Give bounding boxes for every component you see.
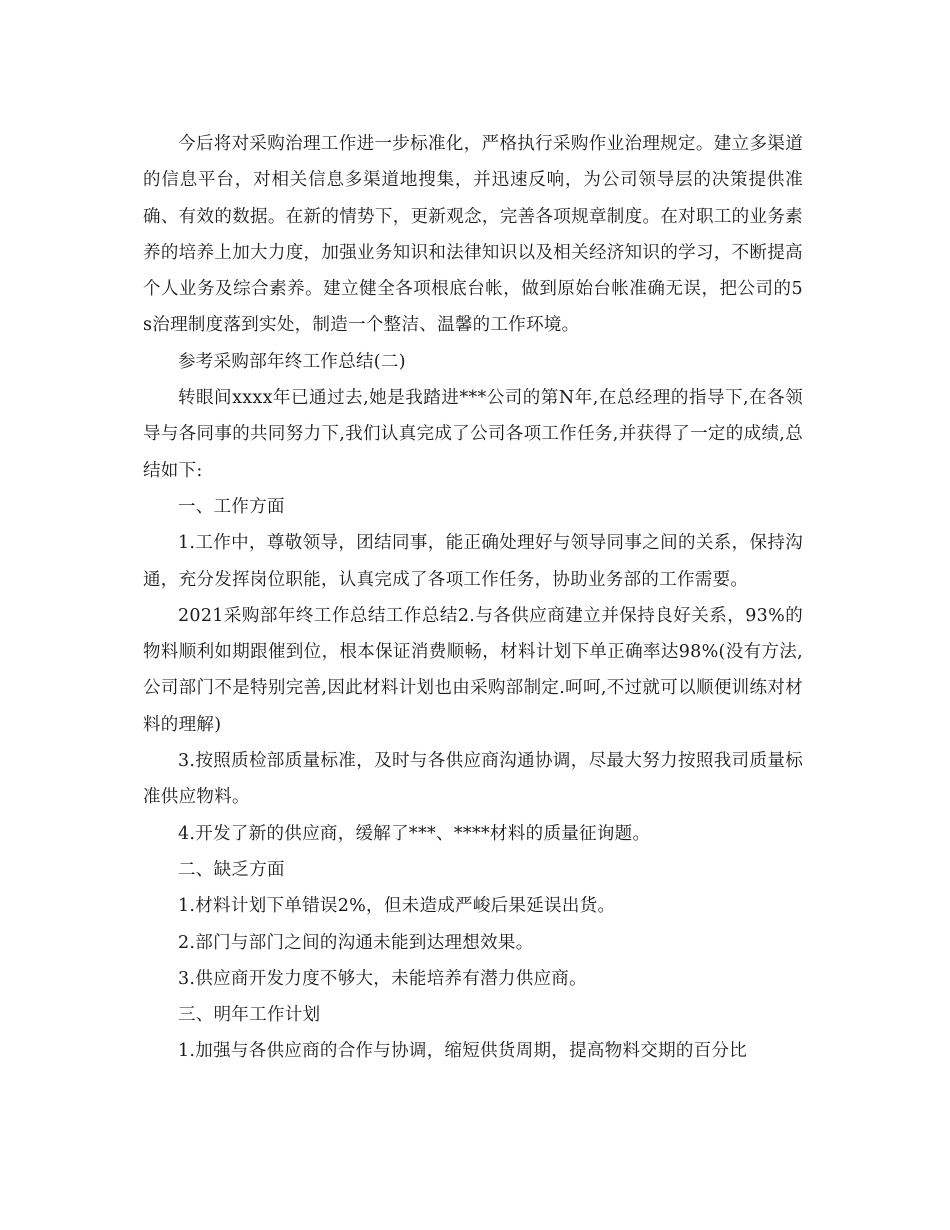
paragraph-standardization-plan: 今后将对采购治理工作进一步标准化，严格执行采购作业治理规定。建立多渠道的信息平台，对相关信息多渠道地搜集，并迅速反响，为公司领导层的决策提供准确、有效的数据。在新的情势下，更新观念，完善各项规章制度。在对职工的业务素养的培养上加大力度，加强业务知识和法律知识以及相关经济知识的学习，不断提高个人业务及综合素养。建立健全各项根底台帐，做到原始台帐准确无误，把公司的5s治理制度落到实处，制造一个整洁、温馨的工作环境。 [143,134,803,336]
list-item-work-4: 4.开发了新的供应商，缓解了***、****材料的质量征询题。 [178,823,651,844]
heading-next-year-plan: 三、明年工作计划 [178,1005,321,1026]
list-item-work-3: 3.按照质检部质量标准，及时与各供应商沟通协调，尽最大努力按照我司质量标准供应物料。 [143,751,803,808]
heading-work-aspects: 一、工作方面 [178,496,285,517]
heading-shortcomings: 二、缺乏方面 [178,859,285,880]
document-body [143,126,803,1070]
list-item-shortcoming-2: 2.部门与部门之间的沟通未能到达理想效果。 [178,932,534,953]
list-item-shortcoming-1: 1.材料计划下单错误2%，但未造成严峻后果延误出货。 [178,896,616,917]
list-item-shortcoming-3: 3.供应商开发力度不够大，未能培养有潜力供应商。 [178,968,587,989]
paragraph-intro: 转眼间xxxx年已通过去,她是我踏进***公司的第N年,在总经理的指导下,在各领导与各同事的共同努力下,我们认真完成了公司各项工作任务,并获得了一定的成绩,总结如下: [143,388,803,481]
list-item-plan-1: 1.加强与各供应商的合作与协调，缩短供货周期，提高物料交期的百分比 [178,1041,748,1062]
list-item-work-2: 2021采购部年终工作总结工作总结2.与各供应商建立并保持良好关系，93%的物料顺利如期跟催到位，根本保证消费顺畅，材料计划下单正确率达98%(没有方法,公司部门不是特别完善,因此材料计划也由采购部制定.呵呵,不过就可以顺便训练对材料的理解) [143,605,803,735]
list-item-work-1: 1.工作中，尊敬领导，团结同事，能正确处理好与领导同事之间的关系，保持沟通，充分发挥岗位职能，认真完成了各项工作任务，协助业务部的工作需要。 [143,533,803,590]
section-title-purchasing-summary-two: 参考采购部年终工作总结(二) [178,351,406,372]
